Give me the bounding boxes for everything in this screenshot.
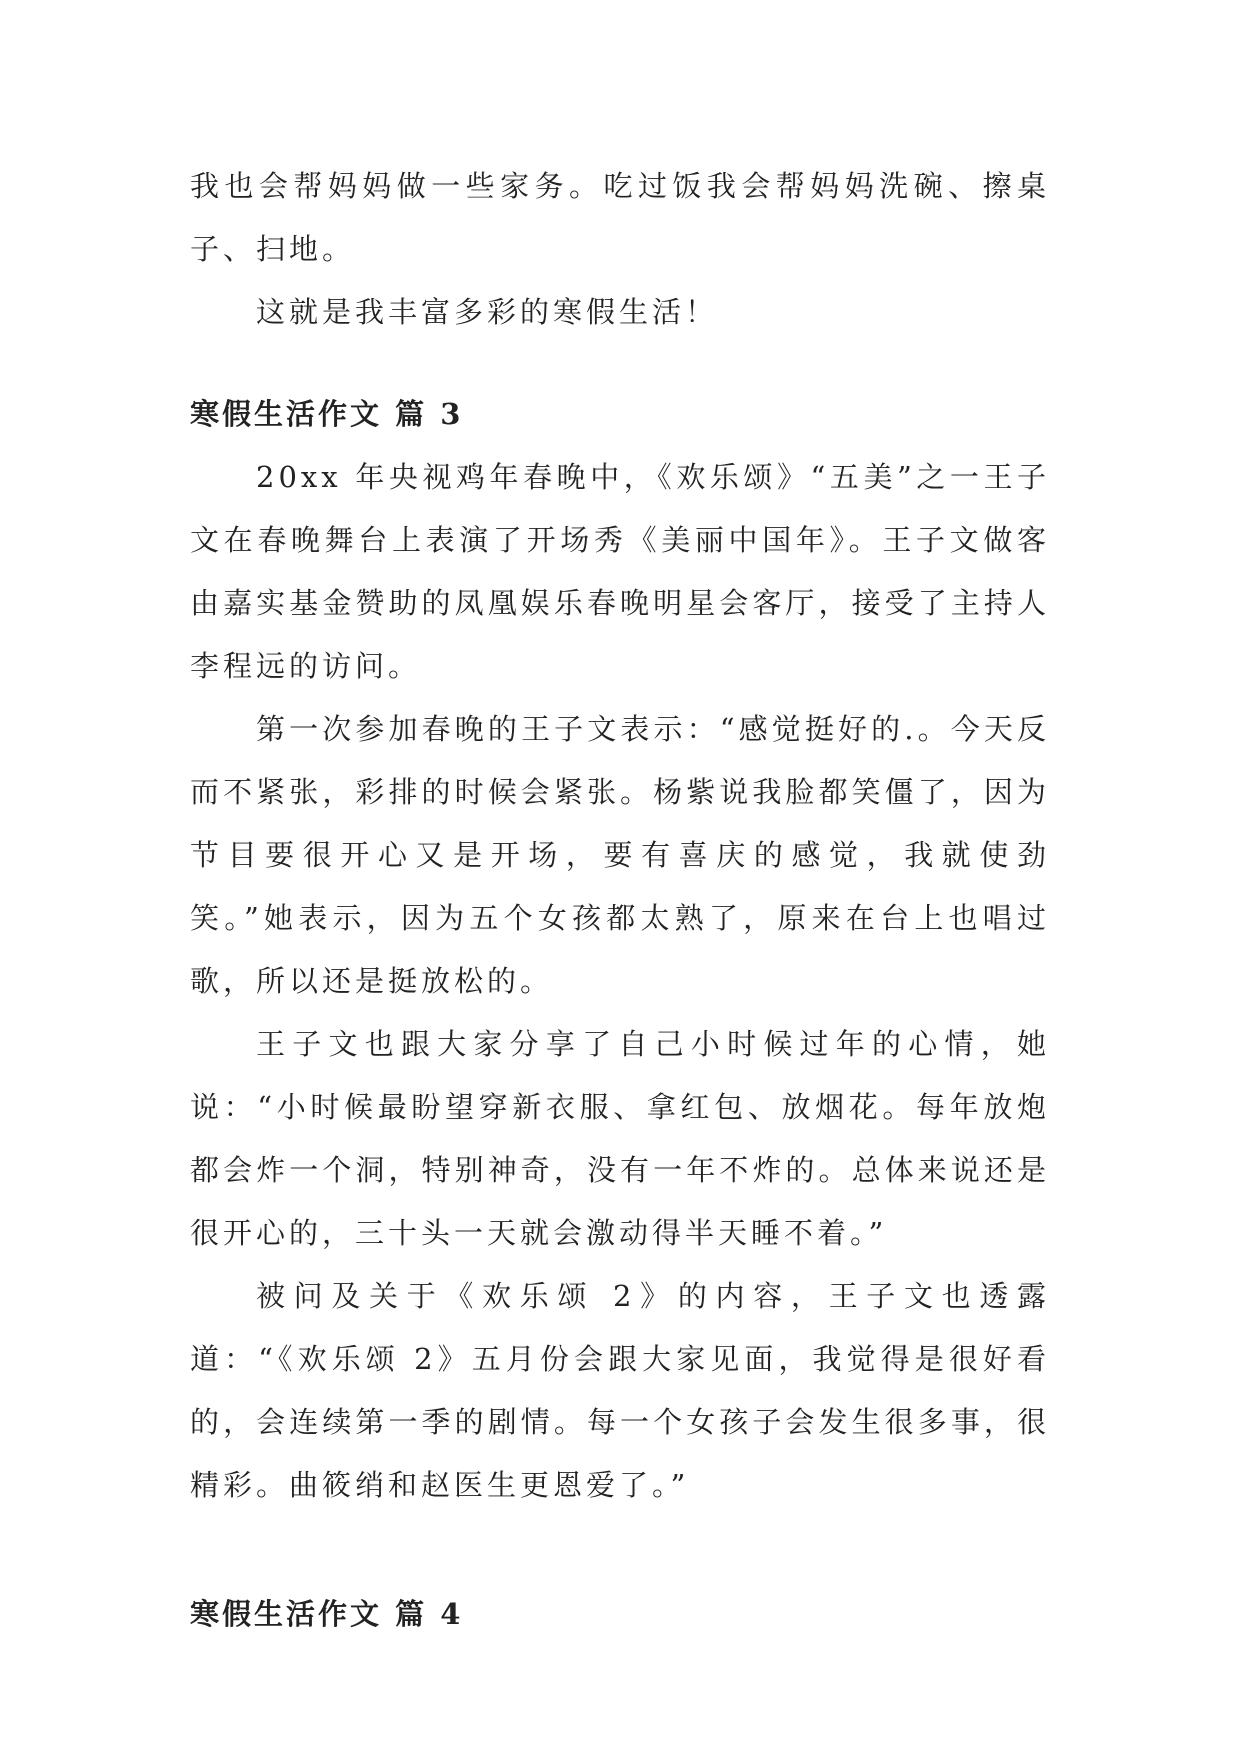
section3-paragraph-4: 被问及关于《欢乐颂 2》的内容，王子文也透露道：“《欢乐颂 2》五月份会跟大家见面，我觉得是很好看的，会连续第一季的剧情。每一个女孩子会发生很多事，很精彩。曲筱绡和赵医生更恩爱了。” [190,1279,1050,1502]
section3-paragraph-3: 王子文也跟大家分享了自己小时候过年的心情，她说：“小时候最盼望穿新衣服、拿红包、放烟花。每年放炮都会炸一个洞，特别神奇，没有一年不炸的。总体来说还是很开心的，三十头一天就会激动得半天睡不着。” [190,1027,1050,1250]
intro-paragraph-2: 这就是我丰富多彩的寒假生活！ [256,295,719,329]
section-heading-3: 寒假生活作文 篇 3 [190,397,464,431]
document-content [190,155,1050,1646]
section3-paragraph-1: 20xx 年央视鸡年春晚中，《欢乐颂》“五美”之一王子文在春晚舞台上表演了开场秀《美丽中国年》。王子文做客由嘉实基金赞助的凤凰娱乐春晚明星会客厅，接受了主持人李程远的访问。 [190,460,1050,683]
section-heading-4: 寒假生活作文 篇 4 [190,1597,464,1631]
intro-paragraph-1: 我也会帮妈妈做一些家务。吃过饭我会帮妈妈洗碗、擦桌子、扫地。 [190,169,1050,266]
section3-paragraph-2: 第一次参加春晚的王子文表示：“感觉挺好的.。今天反而不紧张，彩排的时候会紧张。杨紫说我脸都笑僵了，因为节目要很开心又是开场，要有喜庆的感觉，我就使劲笑。”她表示，因为五个女孩都太熟了，原来在台上也唱过歌，所以还是挺放松的。 [190,712,1050,998]
